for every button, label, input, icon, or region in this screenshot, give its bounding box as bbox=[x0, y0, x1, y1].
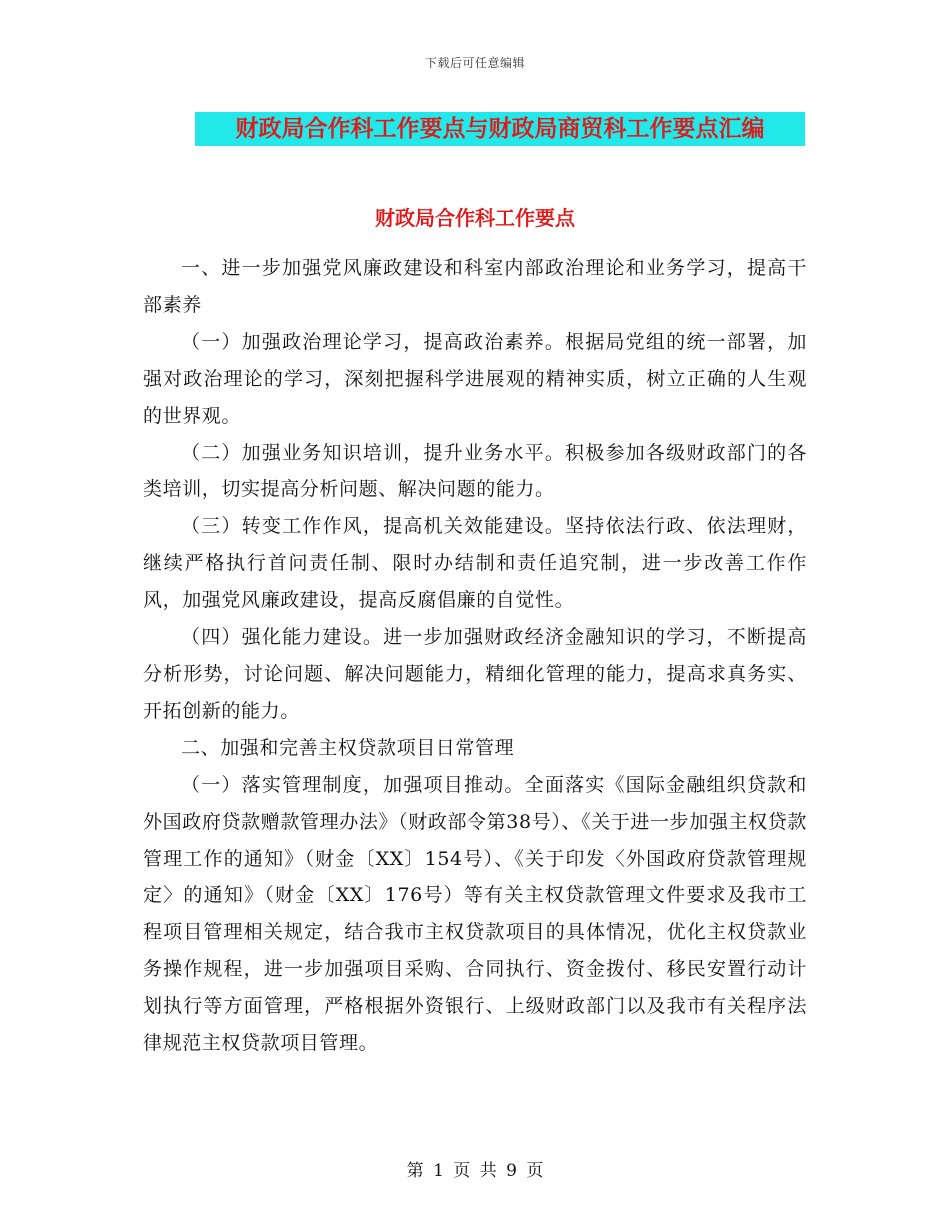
paragraph-1-2: （二）加强业务知识培训，提升业务水平。积极参加各级财政部门的各类培训，切实提高分析问题、解决问题的能力。 bbox=[143, 441, 807, 501]
paragraph-2-1: （一）落实管理制度，加强项目推动。全面落实《国际金融组织贷款和外国政府贷款赠款管理办法》（财政部令第38号）、《关于进一步加强主权贷款管理工作的通知》（财金〔XX〕154号）、《关于印发〈外国政府贷款管理规定〉的通知》（财金〔XX〕176号）等有关主权贷款管理文件要求及我市工程项目管理相关规定，结合我市主权贷款项目的具体情况，优化主权贷款业务操作规程，进一步加强项目采购、合同执行、资金拨付、移民安置行动计划执行等方面管理，严格根据外资银行、上级财政部门以及我市有关程序法律规范主权贷款项目管理。 bbox=[143, 773, 807, 1055]
paragraph-1-4: （四）强化能力建设。进一步加强财政经济金融知识的学习，不断提高分析形势，讨论问题、解决问题能力，精细化管理的能力，提高求真务实、开拓创新的能力。 bbox=[143, 626, 807, 722]
paragraph-1-1: （一）加强政治理论学习，提高政治素养。根据局党组的统一部署，加强对政治理论的学习，深刻把握科学进展观的精神实质，树立正确的人生观的世界观。 bbox=[143, 330, 807, 427]
main-title: 财政局合作科工作要点与财政局商贸科工作要点汇编 bbox=[235, 116, 765, 142]
main-title-highlight bbox=[195, 112, 805, 146]
paragraph-1-3: （三）转变工作作风，提高机关效能建设。坚持依法行政、依法理财，继续严格执行首问责任制、限时办结制和责任追究制，进一步改善工作作风，加强党风廉政建设，提高反腐倡廉的自觉性。 bbox=[143, 515, 807, 612]
section-title: 财政局合作科工作要点 bbox=[375, 206, 575, 230]
page-number: 第 1 页 共 9 页 bbox=[406, 1161, 544, 1181]
document-body bbox=[143, 250, 807, 1062]
header-note: 下载后可任意编辑 bbox=[424, 56, 525, 70]
heading-2: 二、加强和完善主权贷款项目日常管理 bbox=[181, 736, 515, 759]
heading-1: 一、进一步加强党风廉政建设和科室内部政治理论和业务学习，提高干部素养 bbox=[143, 257, 807, 316]
